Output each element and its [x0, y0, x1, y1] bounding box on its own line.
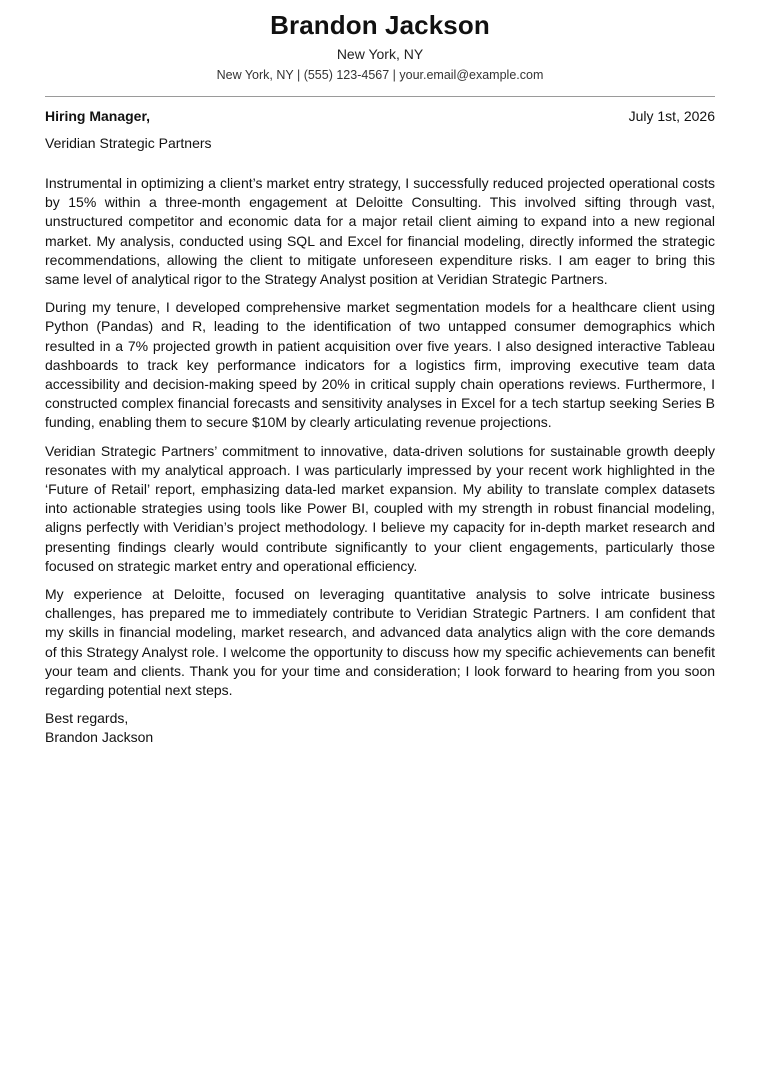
cover-letter-page	[45, 0, 715, 748]
body-paragraph-3: Veridian Strategic Partners’ commitment to innovative, data-driven solutions for sustainable growth deeply resonates with my analytical approach. I was particularly impressed by your recent work highlighted in the ‘Future of Retail’ report, emphasizing data-led market expansion. My ability to translate complex datasets into actionable strategies using tools like Power BI, coupled with my strength in robust financial modeling, aligns perfectly with Veridian’s project methodology. I believe my capacity for in-depth market research and presenting findings clearly would contribute significantly to your client engagements, particularly those focused on strategic market entry and operational efficiency.	[45, 442, 715, 574]
applicant-name: Brandon Jackson	[270, 10, 490, 40]
closing-signature: Brandon Jackson	[45, 729, 154, 746]
applicant-contact-line: New York, NY | (555) 123-4567 | your.email@example.com	[216, 68, 544, 82]
recipient-company: Veridian Strategic Partners	[45, 135, 212, 151]
recipient-date-row	[45, 107, 715, 125]
body-paragraph-2: During my tenure, I developed comprehensive market segmentation models for a healthcare client using Python (Pandas) and R, leading to the identification of two untapped consumer demographics which resulted in a 7% projected growth in patient acquisition over five years. I also designed interactive Tableau dashboards to track key performance indicators for a logistics firm, improving executive team data accessibility and decision-making speed by 20% in critical supply chain operations reviews. Furthermore, I constructed complex financial forecasts and sensitivity analyses in Excel for a tech startup seeking Series B funding, enabling them to secure $10M by clearly articulating revenue projections.	[45, 299, 715, 431]
body-paragraph-1: Instrumental in optimizing a client’s market entry strategy, I successfully reduced projected operational costs by 15% within a three-month engagement at Deloitte Consulting. This involved sifting through vast, unstructured competitor and economic data for a major retail client aiming to expand into a new regional market. My analysis, conducted using SQL and Excel for financial modeling, directly informed the strategic recommendations, allowing the client to mitigate unforeseen expenditure risks. I am eager to bring this same level of analytical rigor to the Strategy Analyst position at Veridian Strategic Partners.	[45, 175, 715, 288]
closing-salutation: Best regards,	[45, 710, 129, 727]
applicant-location: New York, NY	[336, 46, 424, 62]
letter-header	[45, 10, 715, 83]
body-paragraph-4: My experience at Deloitte, focused on leveraging quantitative analysis to solve intricate business challenges, has prepared me to immediately contribute to Veridian Strategic Partners. I am confident that my skills in financial modeling, market research, and advanced data analytics align with the core demands of this Strategy Analyst role. I welcome the opportunity to discuss how my specific achievements can benefit your team and clients. Thank you for your time and consideration; I look forward to hearing from you soon regarding potential next steps.	[45, 586, 715, 699]
recipient-salutation: Hiring Manager,	[45, 108, 151, 124]
header-divider	[45, 96, 715, 97]
letter-closing	[45, 709, 715, 747]
letter-body	[45, 174, 715, 700]
letter-date: July 1st, 2026	[628, 108, 715, 124]
